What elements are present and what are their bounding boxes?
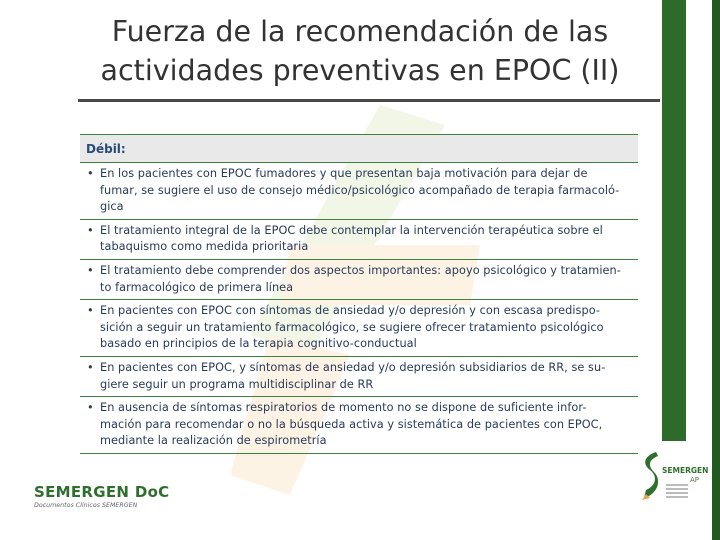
table-row [80,163,638,220]
row-text-line: En pacientes con EPOC con síntomas de ansiedad y/o depresión y con escasa predispo- [100,304,600,318]
row-text-line: basado en principios de la terapia cognitivo-conductual [100,337,417,351]
table-row [80,357,638,397]
row-text-line: sición a seguir un tratamiento farmacológico, se sugiere ofrecer tratamiento psicológico [100,320,604,334]
logo-doc: DoC [134,483,170,501]
table-row [80,220,638,260]
row-text-line: giere seguir un programa multidisciplinar de RR [100,377,374,391]
bullet-icon: • [87,360,94,374]
logo-name: SEMERGEN [34,483,130,501]
row-text-line: El tratamiento debe comprender dos aspectos importantes: apoyo psicológico y tratamien- [100,263,621,277]
bullet-icon: • [87,167,94,180]
row-text-line: mediante la realización de espirometría [100,434,327,448]
logo-right-name: SEMERGEN [662,466,709,475]
table-body [80,163,638,454]
logo-right-ap: AP [690,476,700,484]
table-row [80,260,638,300]
row-text-line: mación para recomendar o no la búsqueda activa y sistemática de pacientes con EPOC, [100,417,603,431]
semergen-ap-logo [640,450,710,510]
slide-title [60,12,660,90]
row-text-line: gica [100,200,124,214]
row-text-line: tabaquismo como medida prioritaria [100,240,309,254]
recommendation-table [80,134,638,454]
bullet-icon: • [87,223,94,237]
row-text-line: En los pacientes con EPOC fumadores y que presentan baja motivación para dejar de [100,167,588,180]
row-text-line: En pacientes con EPOC, y síntomas de ansiedad y/o depresión subsidiarios de RR, se su- [100,360,606,374]
bullet-icon: • [87,304,94,318]
table-row [80,300,638,357]
table-header: Débil: [80,135,638,163]
bullet-icon: • [87,401,94,415]
logo-title [34,483,174,501]
logo-subtitle: Documentos Clínicos SEMERGEN [34,502,138,509]
right-accent-bar [662,0,686,441]
row-text-line: El tratamiento integral de la EPOC debe contemplar la intervención terapéutica sobre el [100,223,603,237]
table-row [80,397,638,454]
row-text-line: to farmacológico de primera línea [100,280,294,294]
slide-title-line-1: Fuerza de la recomendación de las [111,15,609,48]
title-divider [78,99,660,102]
semergen-mark-icon [640,450,662,502]
right-edge-bar [712,0,720,540]
slide-title-line-2: actividades preventivas en EPOC (II) [100,54,620,87]
semergen-doc-logo [34,483,174,517]
logo-right-tagline-lines [666,484,688,500]
row-text-line: En ausencia de síntomas respiratorios de momento no se dispone de suficiente infor- [100,401,587,415]
row-text-line: fumar, se sugiere el uso de consejo médico/psicológico acompañado de terapia farmacoló- [100,183,620,197]
bullet-icon: • [87,263,94,277]
